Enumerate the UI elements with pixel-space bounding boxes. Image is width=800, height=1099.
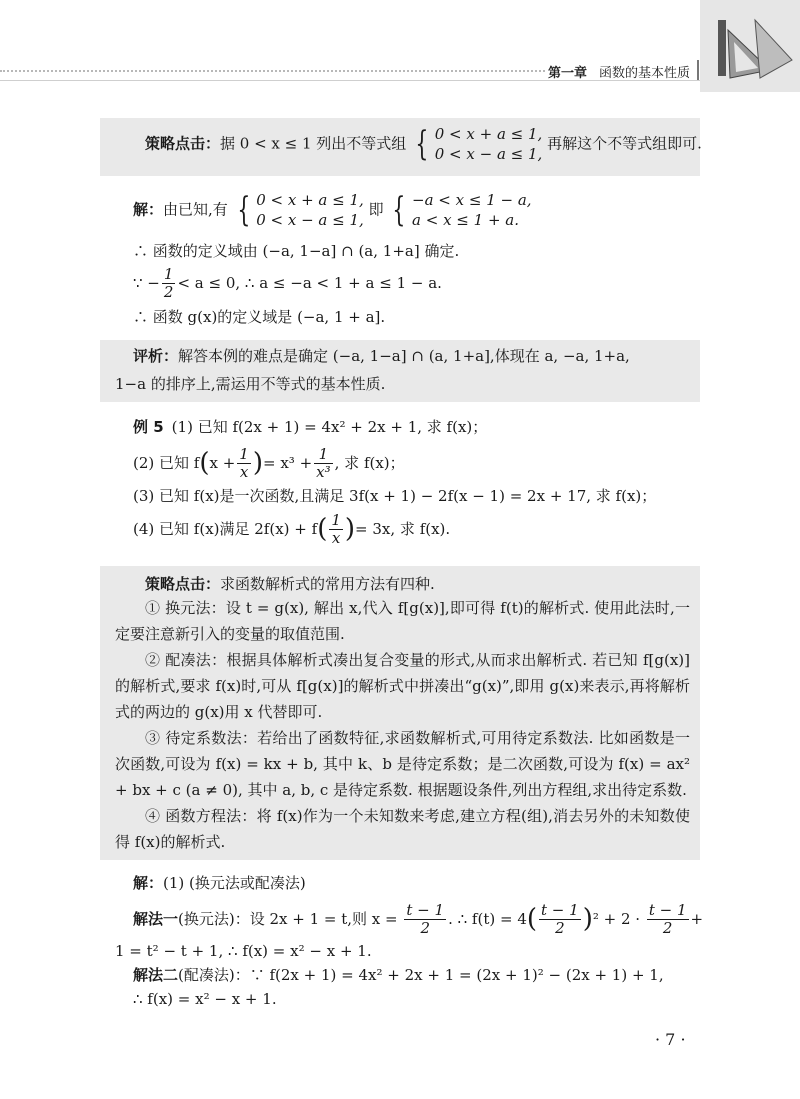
solution-2-method-2: 解法二(配凑法)：∵ f(2x + 1) = 4x² + 2x + 1 = (2x + 1)² − (2x + 1) + 1, [133,966,664,984]
header-rule [0,80,700,81]
comment-line-1: 评析：解答本例的难点是确定 (−a, 1−a] ∩ (a, 1+a],体现在 a, −a, 1+a, [133,347,630,365]
solution-1-line-4: ∴ 函数 g(x)的定义域是 (−a, 1 + a]. [133,308,386,326]
strategy-hint-2-intro: 策略点击：求函数解析式的常用方法有四种. [145,575,435,593]
example-5-part-3: (3) 已知 f(x)是一次函数,且满足 3f(x + 1) − 2f(x − 1) = 2x + 17, 求 f(x)； [133,487,657,505]
solution-2-method-1-cont: 1 = t² − t + 1, ∴ f(x) = x² − x + 1. [115,942,372,960]
solution-1-line-2: ∴ 函数的定义域由 (−a, 1−a] ∩ (a, 1+a] 确定. [133,242,460,260]
chapter-logo [700,0,800,92]
example-5-part-4: (4) 已知 f(x)满足 2f(x) + f( $\frac{1}{x}$ )= 3x, 求 f(x). [133,511,451,548]
method-4-functional-equation: ④ 函数方程法：将 f(x)作为一个未知数来考虑,建立方程(组),消去另外的未知数使得 f(x)的解析式. [115,807,690,851]
pencil-icon [718,20,726,76]
header-separator [697,60,699,80]
solution-1-line-1: 解：由已知,有 { 0 < x + a ≤ 1, 0 < x − a ≤ 1, 即 { −a < x ≤ 1 − a, a < x ≤ 1 + a. [133,190,532,231]
header-dotted-rule [0,70,545,72]
method-1-substitution: ① 换元法：设 t = g(x), 解出 x,代入 f[g(x)],即可得 f(t)的解析式. 使用此法时,一定要注意新引入的变量的取值范围. [115,599,690,643]
solution-2-method-1: 解法一(换元法)：设 2x + 1 = t,则 x = $\frac{t - 1}{2}$ . ∴ f(t) = 4( $\frac{t - 1}{2}$ )² + 2 · $\frac{t - 1}{2}$ + [133,901,704,938]
solution-2-conclusion: ∴ f(x) = x² − x + 1. [133,990,277,1008]
comment-line-2: 1−a 的排序上,需运用不等式的基本性质. [115,375,386,393]
strategy-hint-1: 策略点击：据 0 < x ≤ 1 列出不等式组 { 0 < x + a ≤ 1, 0 < x − a ≤ 1, 再解这个不等式组即可. [145,124,702,165]
method-2-matching: ② 配凑法：根据具体解析式凑出复合变量的形式,从而求出解析式. 若已知 f[g(x)]的解析式,要求 f(x)时,可从 f[g(x)]的解析式中拼凑出“g(x)”,即用 g(x)来表示,再将解析式的两边的 g(x)用 x 代替即可. [115,651,690,721]
solution-2-heading: 解：(1) (换元法或配凑法) [133,874,306,892]
solution-1-line-3: ∵ − $\frac{1}{2}$ < a ≤ 0, ∴ a ≤ −a < 1 + a ≤ 1 − a. [133,265,442,302]
running-header: 第一章 函数的基本性质 [548,66,691,81]
example-5-part-2: (2) 已知 f(x + $\frac{1}{x}$ )= x³ + $\frac{1}{\text{x³}}$ , 求 f(x)； [133,445,405,482]
method-3-undetermined-coefficients: ③ 待定系数法：若给出了函数特征,求函数解析式,可用待定系数法. 比如函数是一次函数,可设为 f(x) = kx + b, 其中 k、b 是待定系数；是二次函数,可设为 f(x) = ax² + bx + c (a ≠ 0), 其中 a, b, c 是待定系数. 根据题设条件,列出方程组,求出待定系数. [115,729,690,799]
example-5-part-1: 例 5 (1) 已知 f(2x + 1) = 4x² + 2x + 1, 求 f(x)； [133,418,488,436]
page-number: · 7 · [655,1030,686,1049]
